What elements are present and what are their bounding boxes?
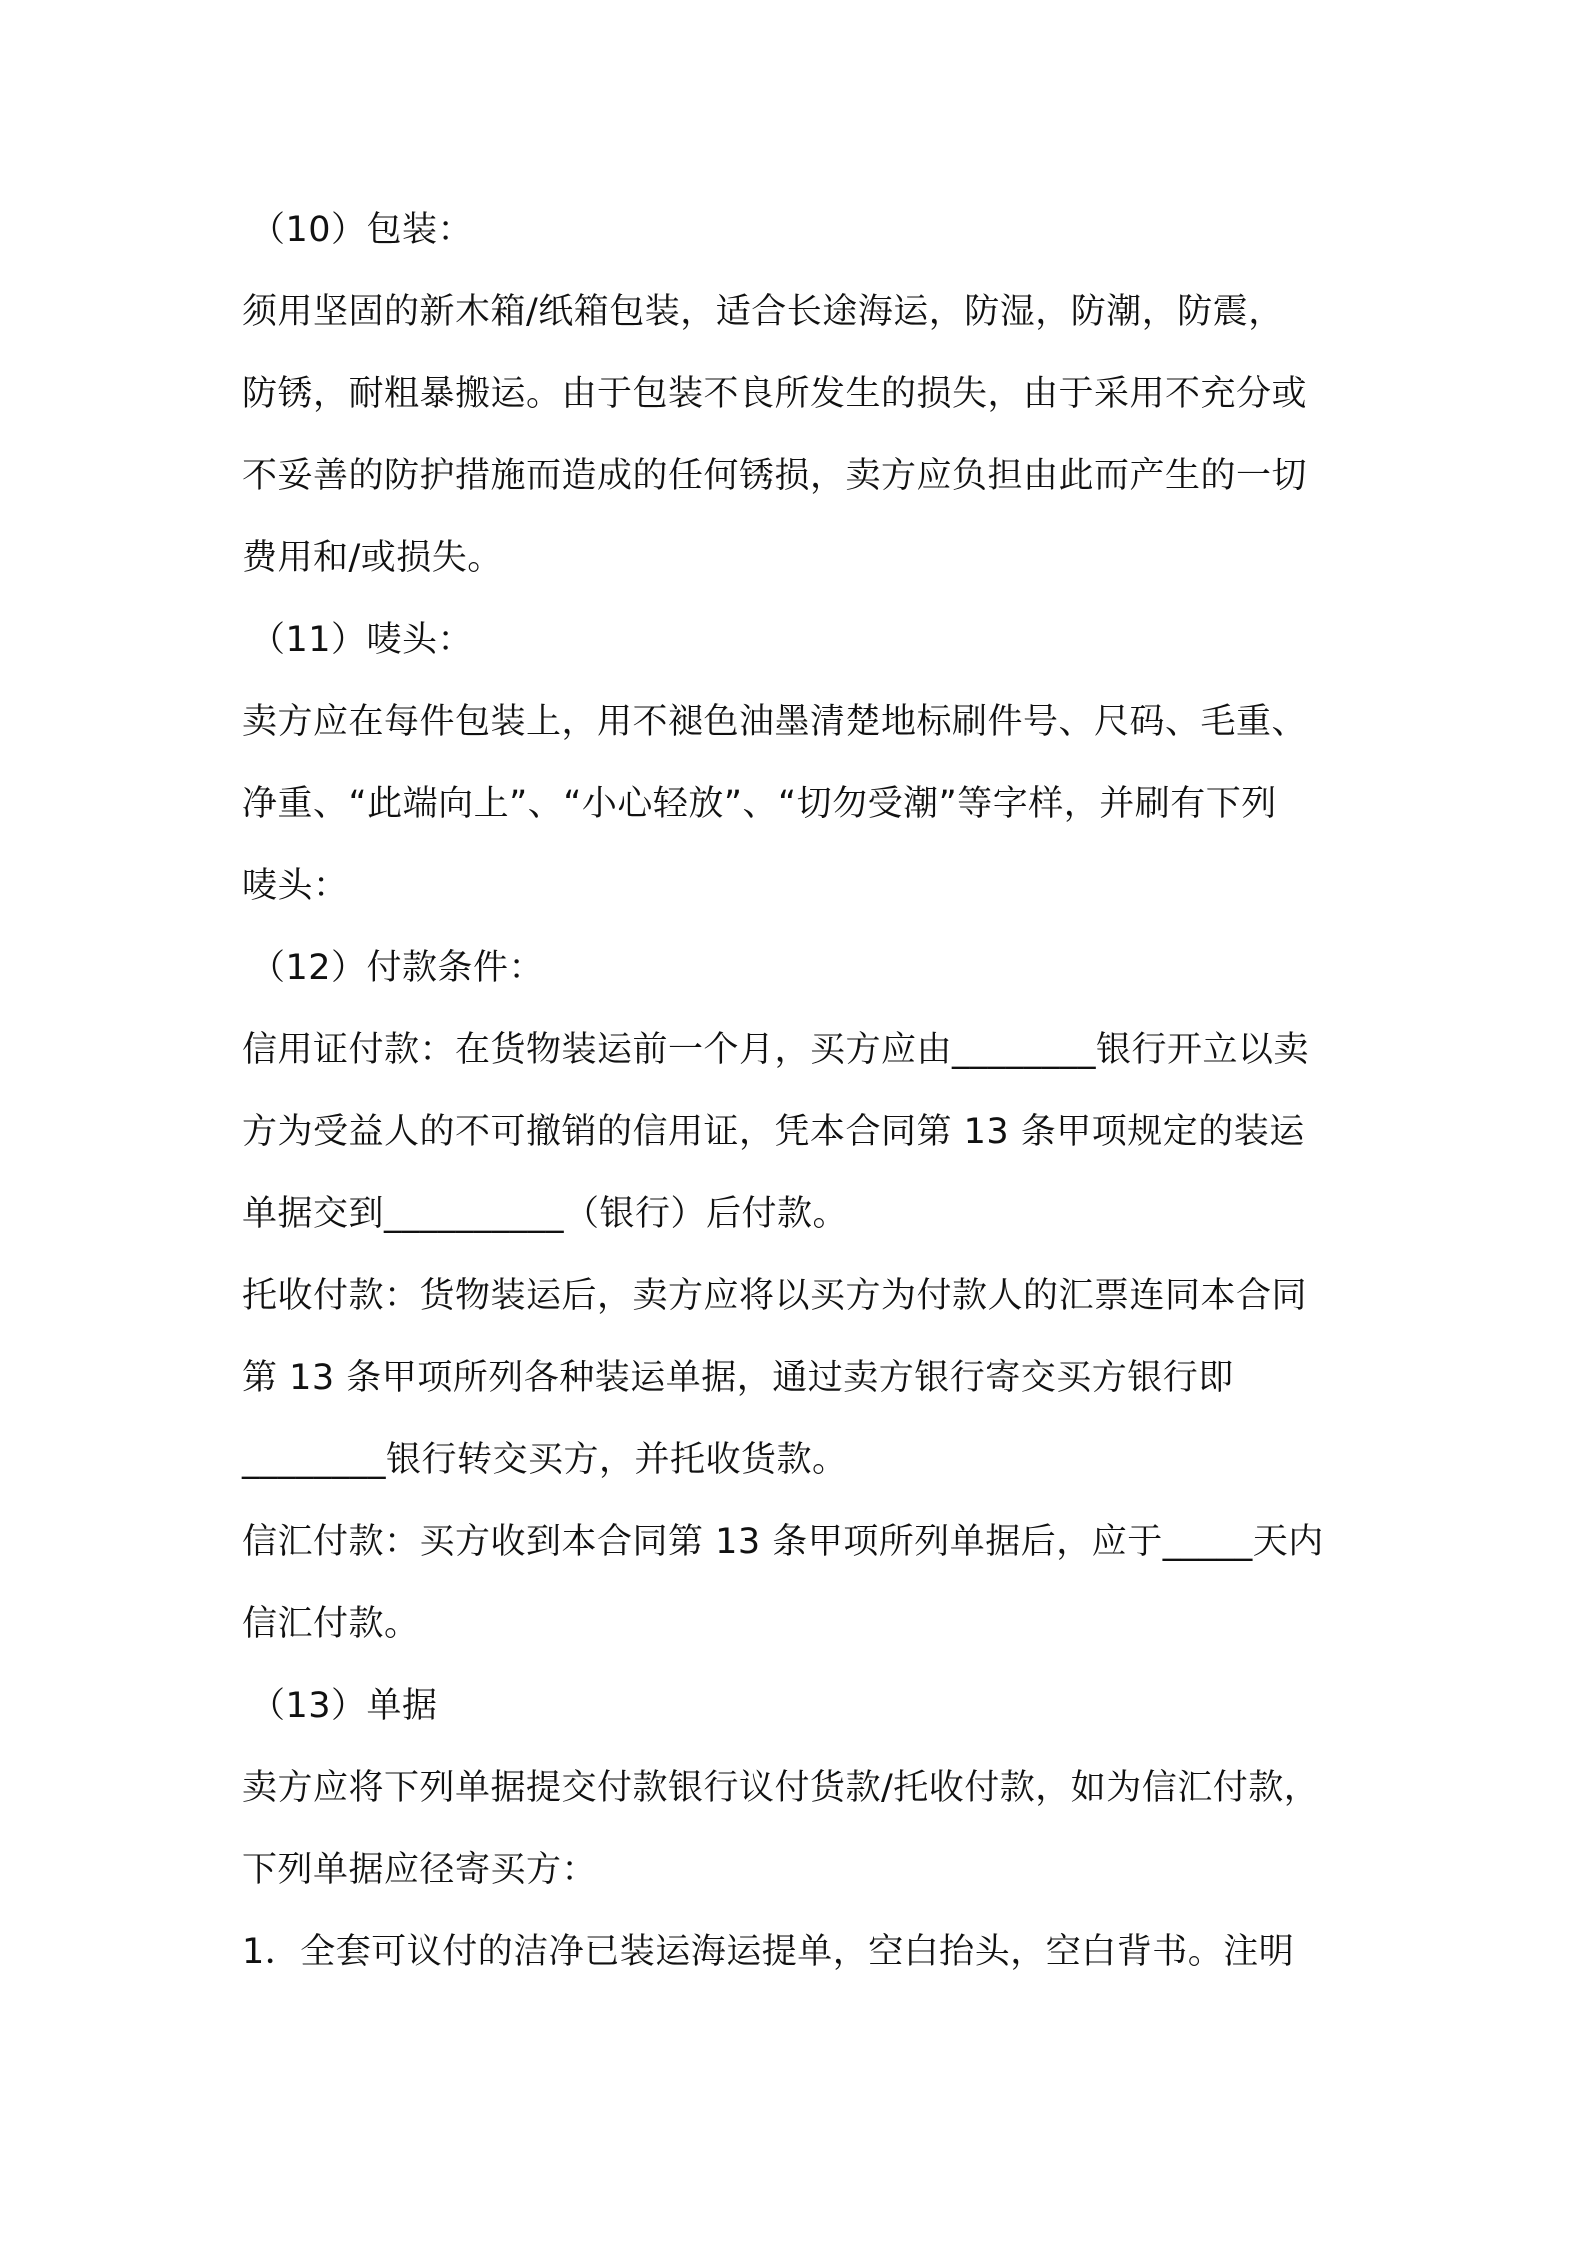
paragraph-line: 信汇付款：买方收到本合同第 13 条甲项所列单据后，应于_____天内	[242, 1522, 1324, 1562]
paragraph-line: 托收付款：货物装运后，卖方应将以买方为付款人的汇票连同本合同	[242, 1276, 1308, 1316]
paragraph-line: 唛头：	[242, 866, 349, 906]
section-heading-marks: （11）唛头：	[250, 620, 474, 660]
paragraph-line: 不妥善的防护措施而造成的任何锈损，卖方应负担由此而产生的一切	[242, 456, 1308, 496]
paragraph-line: 信用证付款：在货物装运前一个月，买方应由________银行开立以卖	[242, 1030, 1310, 1070]
paragraph-line: 卖方应在每件包装上，用不褪色油墨清楚地标刷件号、尺码、毛重、	[242, 702, 1308, 742]
paragraph-line: 第 13 条甲项所列各种装运单据，通过卖方银行寄交买方银行即	[242, 1358, 1234, 1398]
paragraph-line: 下列单据应径寄买方：	[242, 1850, 598, 1890]
section-heading-payment: （12）付款条件：	[250, 948, 545, 988]
paragraph-line: 须用坚固的新木箱/纸箱包装，适合长途海运，防湿，防潮，防震，	[242, 292, 1284, 332]
paragraph-line: 防锈，耐粗暴搬运。由于包装不良所发生的损失，由于采用不充分或	[242, 374, 1308, 414]
section-heading-documents: （13）单据	[250, 1686, 438, 1726]
paragraph-line: 卖方应将下列单据提交付款银行议付货款/托收付款，如为信汇付款，	[242, 1768, 1320, 1808]
paragraph-line: 1．全套可议付的洁净已装运海运提单，空白抬头，空白背书。注明	[242, 1932, 1295, 1972]
paragraph-line: 信汇付款。	[242, 1604, 420, 1644]
paragraph-line: 单据交到__________（银行）后付款。	[242, 1194, 849, 1234]
paragraph-line: 净重、“此端向上”、“小心轻放”、“切勿受潮”等字样，并刷有下列	[242, 784, 1277, 824]
paragraph-line: 费用和/或损失。	[242, 538, 503, 578]
paragraph-line: ________银行转交买方，并托收货款。	[242, 1440, 848, 1480]
section-heading-packing: （10）包装：	[250, 210, 474, 250]
paragraph-line: 方为受益人的不可撤销的信用证，凭本合同第 13 条甲项规定的装运	[242, 1112, 1305, 1152]
